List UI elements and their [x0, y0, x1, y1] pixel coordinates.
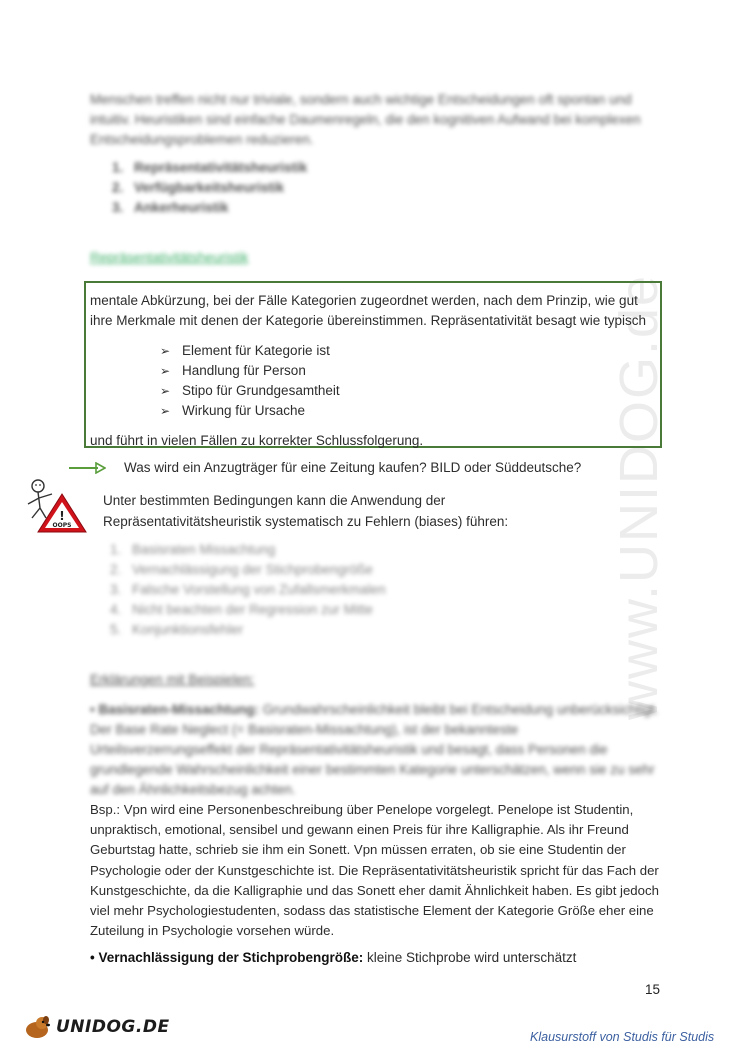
- section-heading: Repräsentativitätsheuristik: [90, 250, 249, 265]
- arrowhead-bullet-icon: ➢: [160, 344, 171, 358]
- arrowhead-bullet-icon: ➢: [160, 364, 171, 378]
- list-item: 3. Ankerheuristik: [112, 200, 229, 215]
- list-item: 2. Verfügbarkeitsheuristik: [112, 180, 285, 195]
- base-rate-term: • Basisraten-Missachtung:: [90, 702, 260, 717]
- definition-box: [84, 281, 662, 448]
- list-item: 5. Konjunktionsfehler: [110, 622, 244, 637]
- bias-list: [110, 540, 386, 640]
- question-text: Was wird ein Anzugträger für eine Zeitung kaufen? BILD oder Süddeutsche?: [124, 460, 582, 475]
- svg-text:!: !: [59, 509, 65, 523]
- list-item: 1. Repräsentativitätsheuristik: [112, 160, 308, 175]
- definition-text: mentale Abkürzung, bei der Fälle Kategorien zugeordnet werden, nach dem Prinzip, wie gut ihre Merkmale mit denen der Kategorie übereinstimmen. Repräsentativität besagt wie typisch: [90, 293, 647, 328]
- arrowhead-bullet-icon: ➢: [160, 384, 171, 398]
- list-item: ➢ Wirkung für Ursache: [160, 401, 656, 421]
- definition-bullets: [160, 341, 656, 421]
- intro-paragraph: Menschen treffen nicht nur triviale, sondern auch wichtige Entscheidungen oft spontan und intuitiv. Heuristiken sind einfache Daumenregeln, die den kognitiven Aufwand bei komplexen Entscheidungsproblemen reduzieren.: [90, 92, 641, 147]
- list-item: ➢ Stipo für Grundgesamtheit: [160, 381, 656, 401]
- watermark: www.UNIDOG.de: [609, 273, 669, 720]
- base-rate-paragraph: [90, 700, 662, 800]
- sample-size-text: kleine Stichprobe wird unterschätzt: [363, 950, 577, 965]
- list-item: 1. Basisraten Missachtung: [110, 542, 276, 557]
- dog-icon: [22, 1014, 52, 1040]
- tagline: Klausurstoff von Studis für Studis: [530, 1030, 715, 1044]
- definition-conclusion: und führt in vielen Fällen zu korrekter Schlussfolgerung.: [90, 433, 424, 448]
- list-item: ➢ Element für Kategorie ist: [160, 341, 656, 361]
- example-paragraph: Bsp.: Vpn wird eine Personenbeschreibung über Penelope vorgelegt. Penelope ist Studentin, unpraktisch, emotional, sensibel und gewann einen Preis für ihre Kalligraphie. Als ihr Freund Geburtstag hatte, schrieb sie ihm ein Sonett. Vpn müssen erraten, ob sie eine Studentin der Psychologie oder der Kunstgeschichte ist. Die Repräsentativitätsheuristik spricht für das Fach der Kunstgeschichte, da die Kalligraphie und das Sonett eher damit Ähnlichkeit haben. Es gibt jedoch viel mehr Psychologiestudenten, sodass das statistische Element der Kategorie Größe eher eine Zuteilung in Psychologie vorsehen würde.: [90, 802, 659, 939]
- bias-intro-text: Unter bestimmten Bedingungen kann die Anwendung der Repräsentativitätsheuristik systematisch zu Fehlern (biases) führen:: [103, 493, 509, 529]
- page-number: 15: [645, 982, 661, 997]
- oops-warning-icon: [22, 474, 90, 538]
- oops-label: OOPS: [52, 522, 72, 529]
- sample-size-line: [90, 950, 576, 965]
- unidog-logo: [22, 1014, 170, 1040]
- arrowhead-bullet-icon: ➢: [160, 404, 171, 418]
- list-item: ➢ Handlung für Person: [160, 361, 656, 381]
- list-item: 3. Falsche Vorstellung von Zufallsmerkmalen: [110, 582, 386, 597]
- logo-text: UNIDOG.DE: [56, 1017, 170, 1037]
- list-item: 2. Vernachlässigung der Stichprobengröße: [110, 562, 373, 577]
- list-item: 4. Nicht beachten der Regression zur Mitte: [110, 602, 373, 617]
- sample-size-term: • Vernachlässigung der Stichprobengröße:: [90, 950, 364, 965]
- base-rate-text: Grundwahrscheinlichkeit bleibt bei Entscheidung unberücksichtigt. Der Base Rate Neglect (= Basisraten-Missachtung), ist der bekannteste Urteilsverzerrungseffekt der Repräsentativitätsheuristik und besagt, dass Personen die grundlegende Wahrscheinlichkeit einer bestimmten Kategorie unterschätzen, wenn sie zu sehr auf den Ähnlichkeitsbezug achten.: [90, 702, 659, 797]
- heuristics-list: [112, 158, 307, 218]
- explanations-heading: Erklärungen mit Beispielen:: [90, 672, 255, 687]
- green-arrow-icon: [68, 462, 106, 474]
